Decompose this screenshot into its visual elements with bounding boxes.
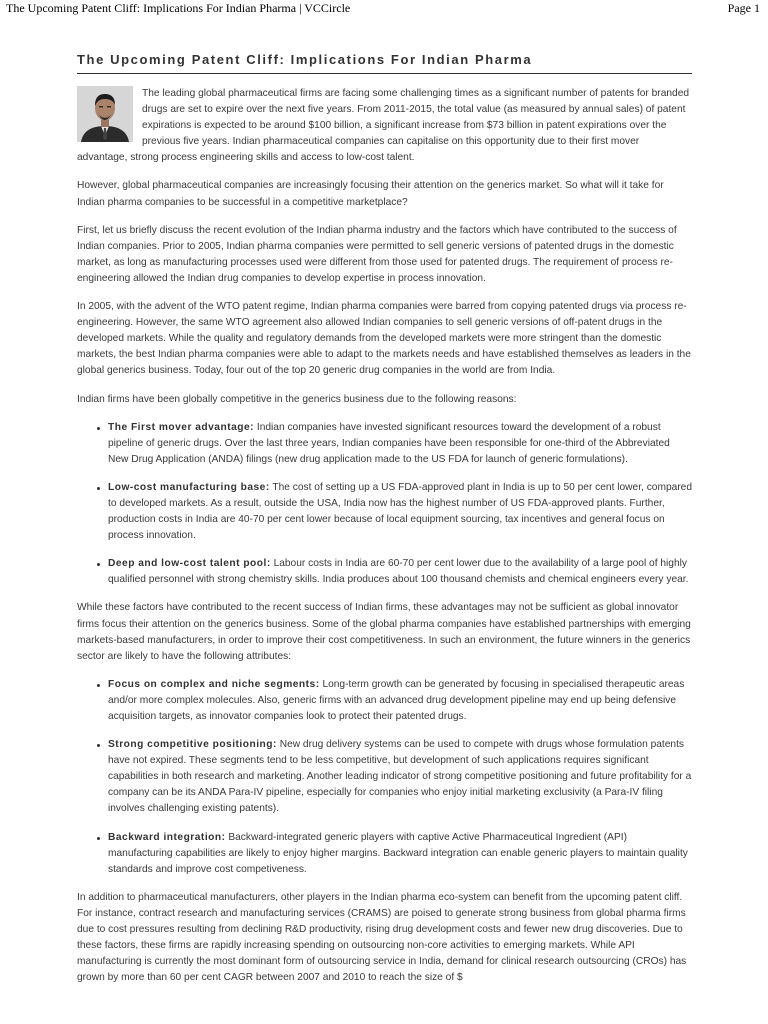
final-paragraph: In addition to pharmaceutical manufacturers, other players in the Indian pharma eco-system can benefit from the upcoming patent cliff. For instance, contract research and manufacturing services (CRAMS) are poised to generate strong business from global pharma firms due to cost pressures resulting from declining R&D productivity, rising drug development costs and fewer new drug discoveries. Due to these factors, these firms are rapidly increasing spending on outsourcing non-core activities to emerging markets. While API manufacturing is currently the most dominant form of outsourcing service in India, demand for clinical research outsourcing (CROs) has grown by more than 60 per cent CAGR between 2007 and 2010 to reach the size of $ — [77, 891, 687, 984]
list-item — [97, 830, 692, 878]
list-item-text: Labour costs in India are 60-70 per cent lower due to the availability of a large pool of highly qualified personnel with strong chemistry skills. India produces about 100 thousand chemists and chemical engineers every year. — [108, 558, 689, 586]
list-item-text: New drug delivery systems can be used to compete with drugs whose formulation patents have not expired. These segments tend to be less competitive, but development of such applications requires significant capabilities in both research and marketing. Another leading indicator of strong competitive positioning and future profitability for a company can be its ANDA Para-IV pipeline, especially for companies who enjoy initial marketing exclusivity (a Para-IV filing involves challenging existing patents). — [108, 739, 692, 815]
intro-paragraph-2: However, global pharmaceutical companies are increasingly focusing their attention on the generics market. So what will it take for Indian pharma companies to be successful in a competitive marketplace? — [77, 180, 664, 208]
article-body — [77, 86, 692, 986]
article — [77, 52, 692, 998]
list-item — [97, 677, 692, 725]
list-item-text: Backward-integrated generic players with captive Active Pharmaceutical Ingredient (API) manufacturing capabilities are likely to enjoy higher margins. Backward integration can enable generic players to maintain quality standards and improve cost competiveness. — [108, 831, 688, 875]
intro-paragraph-3: First, let us briefly discuss the recent evolution of the Indian pharma industry and the factors which have contributed to the success of Indian companies. Prior to 2005, Indian pharma companies were permitted to sell generic versions of patented drugs in the domestic market, as long as manufacturing processes used were different from those used for patented drugs. The requirement of process re-engineering allowed the Indian drug companies to develop expertise in process innovation. — [77, 224, 677, 284]
list-item-term: Focus on complex and niche segments: — [108, 678, 320, 690]
list-item-term: Low-cost manufacturing base: — [108, 481, 270, 493]
author-photo — [77, 86, 133, 142]
list-item — [97, 737, 692, 817]
intro-paragraph-1: The leading global pharmaceutical firms are facing some challenging times as a significant number of patents for branded drugs are set to expire over the next five years. From 2011-2015, the total value (as measured by annual sales) of patent expirations is expected to be around $100 billion, a significant increase from $73 billion in patent expirations over the previous five years. Indian pharmaceutical companies can capitalise on this opportunity due to their first mover advantage, strong process engineering skills and access to low-cost talent. — [77, 88, 690, 164]
list-item-term: Strong competitive positioning: — [108, 739, 277, 751]
article-title: The Upcoming Patent Cliff: Implications For Indian Pharma — [77, 52, 692, 74]
list-item-text: The cost of setting up a US FDA-approved plant in India is up to 50 per cent lower, compared to developed markets. As a result, outside the USA, India now has the highest number of US FDA-approved plants. Further, production costs in India are 40-70 per cent lower because of local equipment sourcing, tax incentives and general focus on process innovation. — [108, 481, 692, 542]
intro-paragraph-4: In 2005, with the advent of the WTO patent regime, Indian pharma companies were barred from copying patented drugs via process re-engineering. However, the same WTO agreement also allowed Indian companies to sell generic versions of off-patent drugs in the developed markets. While the quality and regulatory demands from the developed markets were more stringent than the domestic markets, the best Indian pharma companies were able to adapt to the markets needs and have established themselves as leaders in the global generics business. Today, four out of the top 20 generic drug companies in the world are from India. — [77, 301, 691, 377]
list-item — [97, 480, 692, 544]
list-item-term: Backward integration: — [108, 831, 226, 843]
list-item-text: Long-term growth can be generated by focusing in specialised therapeutic areas and/or more complex molecules. Also, generic firms with an advanced drug development pipeline may end up being defensive acquisition targets, as innovator companies look to protect their patented drugs. — [108, 678, 685, 722]
page-number: Page 1 — [727, 1, 760, 15]
list-item-term: Deep and low-cost talent pool: — [108, 558, 271, 570]
list-item — [97, 420, 692, 468]
author-portrait-icon — [77, 86, 133, 142]
document-title: The Upcoming Patent Cliff: Implications For Indian Pharma | VCCircle — [6, 1, 351, 15]
list-item-term: The First mover advantage: — [108, 421, 255, 433]
reasons-list — [77, 420, 692, 589]
list-item — [97, 556, 692, 588]
middle-paragraph: While these factors have contributed to the recent success of Indian firms, these advantages may not be sufficient as global innovator firms focus their attention on the generics business. Some of the global pharma companies have established partnerships with emerging markets-based manufacturers, in order to improve their cost competitiveness. In such an environment, the future winners in the generics sector are likely to have the following attributes: — [77, 602, 691, 662]
attributes-list — [77, 677, 692, 878]
print-header — [0, 0, 768, 20]
list-item-text: Indian companies have invested significant resources toward the development of a robust pipeline of generic drugs. Over the last three years, Indian companies have been responsible for one-third of the Abbreviated New Drug Application (ANDA) filings (new drug application made to the US FDA for launch of generic formulations). — [108, 421, 670, 465]
intro-paragraph-5: Indian firms have been globally competitive in the generics business due to the following reasons: — [77, 393, 517, 405]
